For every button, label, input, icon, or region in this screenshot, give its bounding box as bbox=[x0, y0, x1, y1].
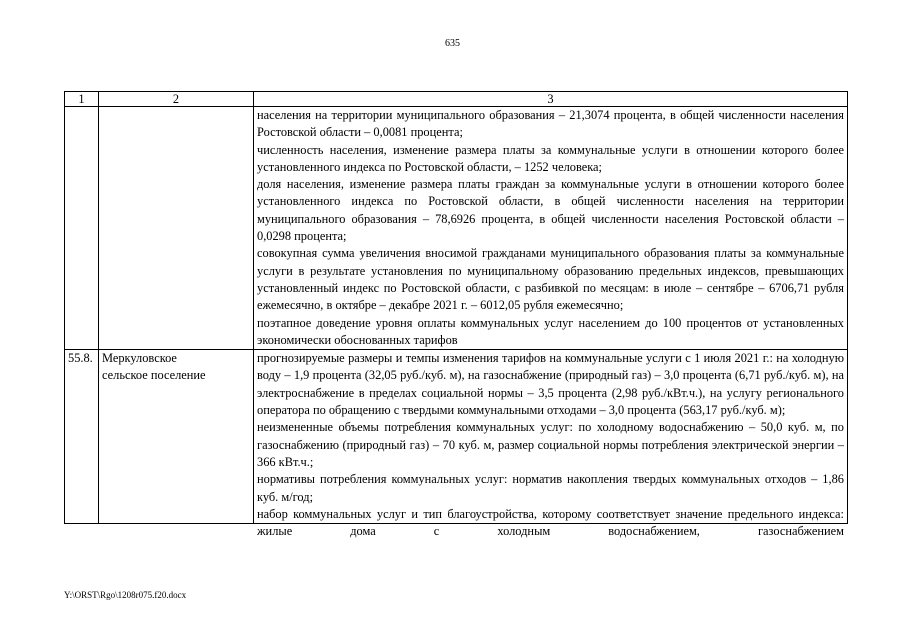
row-name-cell bbox=[99, 350, 254, 524]
paragraph-population-share: населения на территории муниципального образования – 21,3074 процента, в общей численности населения Ростовской области – 0,0081 процента; bbox=[257, 108, 844, 140]
continuation-number-cell bbox=[65, 107, 99, 350]
row-number-cell: 55.8. bbox=[65, 350, 99, 524]
column-header-3: 3 bbox=[254, 92, 848, 107]
table-row-55-8 bbox=[65, 350, 848, 524]
paragraph-population-count: численность населения, изменение размера платы за коммунальные услуги в отношении которого более установленного индекса по Ростовской области, – 1252 человека; bbox=[257, 142, 844, 174]
paragraph-payment-increase: совокупная сумма увеличения вносимой гражданами муниципального образования платы за коммунальные услуги в результате установления по муниципальному образованию предельных индексов, превышающих установленный индекс по Ростовской области, с разбивкой по месяцам: в июле – сентябре – 6706,71 рубля ежемесячно, в октябре – декабре 2021 г. – 6012,05 рубля ежемесячно; bbox=[257, 246, 844, 313]
table-row-continuation bbox=[65, 107, 848, 350]
paragraph-gradual-payment: поэтапное доведение уровня оплаты коммунальных услуг населением до 100 процентов от установленных экономически обоснованных тарифов bbox=[257, 315, 844, 347]
continuation-name-cell bbox=[99, 107, 254, 350]
page-number: 635 bbox=[445, 38, 460, 49]
column-header-2: 2 bbox=[99, 92, 254, 107]
paragraph-utilities-set: набор коммунальных услуг и тип благоустройства, которому соответствует значение предельного индекса: жилые дома с холодным водоснабжением, газоснабжением bbox=[257, 506, 844, 539]
paragraph-tariff-forecast: прогнозируемые размеры и темпы изменения тарифов на коммунальные услуги с 1 июля 2021 г.: на холодную воду – 1,9 процента (32,05 руб./куб. м), на газоснабжение (природный газ) – 3,0 процента (6,71 руб./куб. м), на электроснабжение в пределах социальной нормы – 3,5 процента (2,98 руб./кВт.ч.), на услугу регионального оператора по обращению с твердыми коммунальными отходами – 3,0 процента (563,17 руб./куб. м); bbox=[257, 351, 844, 418]
row-name-line-1: Меркуловское bbox=[102, 351, 177, 366]
row-name-line-2: сельское поселение bbox=[102, 368, 206, 383]
footer-file-path: Y:\ORST\Rgo\1208r075.f20.docx bbox=[64, 590, 187, 600]
continuation-text-cell bbox=[254, 107, 848, 350]
paragraph-consumption-norms: нормативы потребления коммунальных услуг: норматив накопления твердых коммунальных отходов – 1,86 куб. м/год; bbox=[257, 472, 844, 504]
paragraph-consumption-volumes: неизмененные объемы потребления коммунальных услуг: по холодному водоснабжению – 50,0 куб. м, по газоснабжению (природный газ) – 70 куб. м, размер социальной нормы потребления электрической энергии – 366 кВт.ч.; bbox=[257, 420, 844, 469]
tariff-table bbox=[64, 91, 848, 539]
table-header-row bbox=[65, 92, 848, 107]
paragraph-population-share-above-index: доля населения, изменение размера платы граждан за коммунальные услуги в отношении которого более установленного индекса по Ростовской области, в общей численности населения на территории муниципального образования – 78,6926 процента, в общей численности населения Ростовской области – 0,0298 процента; bbox=[257, 177, 844, 244]
column-header-1: 1 bbox=[65, 92, 99, 107]
row-text-cell bbox=[254, 350, 848, 539]
